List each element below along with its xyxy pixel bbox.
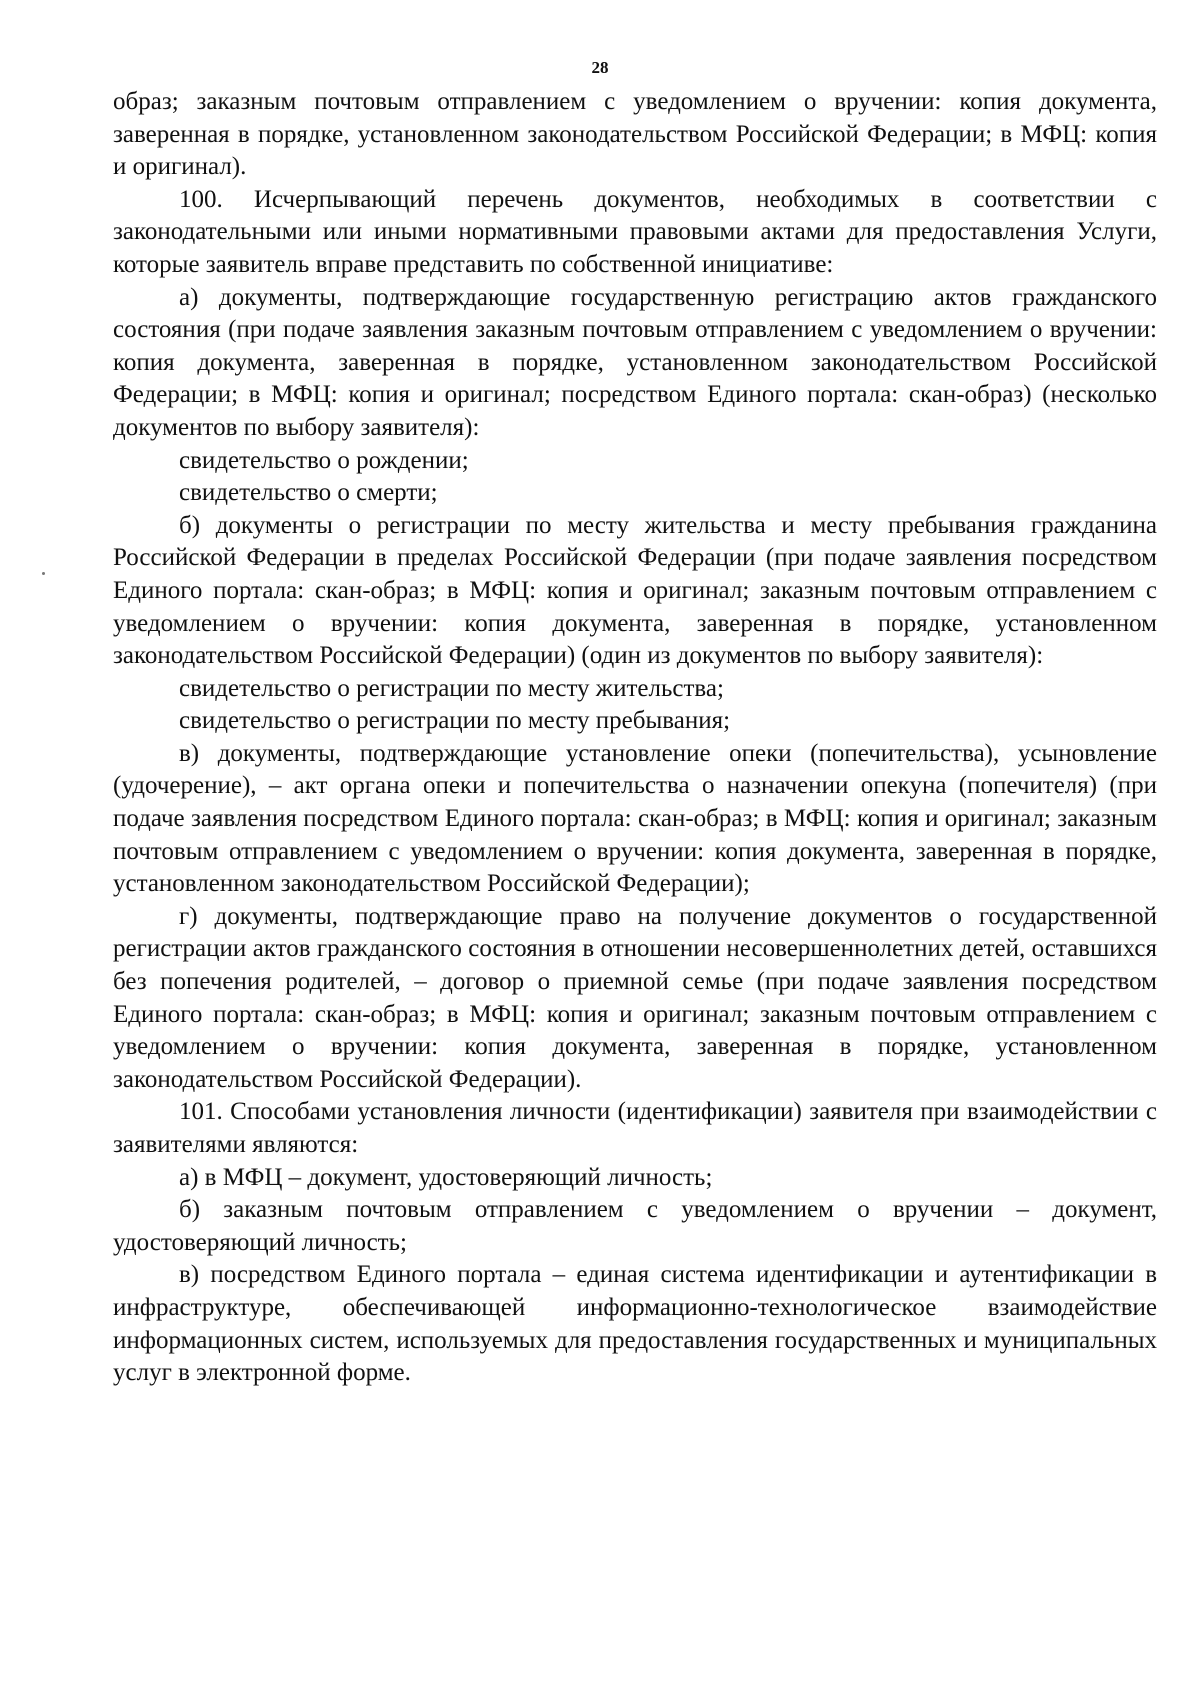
paragraph-101-b: б) заказным почтовым отправлением с уведомлением о вручении – документ, удостоверяющий личность;: [113, 1196, 1157, 1256]
paragraph-101-v: в) посредством Единого портала – единая система идентификации и аутентификации в инфраструктуре, обеспечивающей информационно-технологическое взаимодействие информационных систем, используемых для предоставления государственных и муниципальных услуг в электронной форме.: [113, 1261, 1157, 1387]
list-item-stay-registration: свидетельство о регистрации по месту пребывания;: [179, 707, 731, 735]
page-number: 28: [591, 58, 609, 77]
paragraph-continuation: образ; заказным почтовым отправлением с уведомлением о вручении: копия документа, заверенная в порядке, установленном законодательством Российской Федерации; в МФЦ: копия и оригинал).: [113, 88, 1157, 181]
paragraph-item-101: 101. Способами установления личности (идентификации) заявителя при взаимодействии с заявителями являются:: [113, 1098, 1157, 1158]
document-body: [113, 86, 1157, 1390]
scan-speck: [42, 572, 45, 575]
paragraph-101-a: а) в МФЦ – документ, удостоверяющий личность;: [179, 1163, 713, 1191]
list-item-residence-registration: свидетельство о регистрации по месту жительства;: [179, 674, 724, 702]
paragraph-100-g: г) документы, подтверждающие право на получение документов о государственной регистрации актов гражданского состояния в отношении несовершеннолетних детей, оставшихся без попечения родителей, – договор о приемной семье (при подаче заявления посредством Единого портала: скан-образ; в МФЦ: копия и оригинал; заказным почтовым отправлением с уведомлением о вручении: копия документа, заверенная в порядке, установленном законодательством Российской Федерации).: [113, 902, 1157, 1093]
list-item-birth-certificate: свидетельство о рождении;: [179, 446, 469, 474]
list-item-death-certificate: свидетельство о смерти;: [179, 479, 438, 507]
paragraph-item-100: 100. Исчерпывающий перечень документов, необходимых в соответствии с законодательными или иными нормативными правовыми актами для предоставления Услуги, которые заявитель вправе представить по собственной инициативе:: [113, 185, 1157, 278]
paragraph-100-b: б) документы о регистрации по месту жительства и месту пребывания гражданина Российской Федерации в пределах Российской Федерации (при подаче заявления посредством Единого портала: скан-образ; в МФЦ: копия и оригинал; заказным почтовым отправлением с уведомлением о вручении: копия документа, заверенная в порядке, установленном законодательством Российской Федерации) (один из документов по выбору заявителя):: [113, 511, 1157, 670]
paragraph-100-v: в) документы, подтверждающие установление опеки (попечительства), усыновление (удочерение), – акт органа опеки и попечительства о назначении опекуна (попечителя) (при подаче заявления посредством Единого портала: скан-образ; в МФЦ: копия и оригинал; заказным почтовым отправлением с уведомлением о вручении: копия документа, заверенная в порядке, установленном законодательством Российской Федерации);: [113, 739, 1157, 898]
paragraph-100-a: а) документы, подтверждающие государственную регистрацию актов гражданского состояния (при подаче заявления заказным почтовым отправлением с уведомлением о вручении: копия документа, заверенная в порядке, установленном законодательством Российской Федерации; в МФЦ: копия и оригинал; посредством Единого портала: скан-образ) (несколько документов по выбору заявителя):: [113, 283, 1157, 441]
